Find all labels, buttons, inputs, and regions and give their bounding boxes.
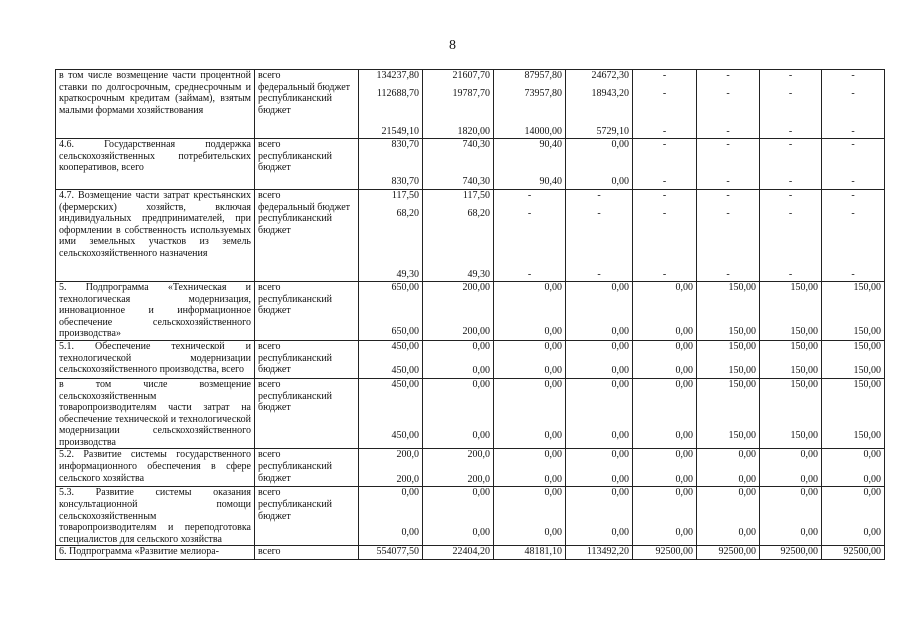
- amount-value: -: [662, 207, 667, 219]
- amount-cell: [423, 487, 494, 546]
- amount-value: -: [597, 207, 601, 219]
- amount-value: 0,00: [863, 487, 881, 499]
- amount-cell: [566, 138, 633, 189]
- table-row: [56, 546, 885, 560]
- amount-value: 0,00: [800, 526, 818, 538]
- amount-cell: [633, 449, 697, 487]
- amount-cell: [822, 281, 885, 340]
- amount-cell: [697, 449, 760, 487]
- funding-source: всего: [258, 281, 281, 293]
- funding-source: всего: [258, 487, 281, 499]
- amount-value: 740,30: [462, 176, 490, 188]
- table-row: [56, 281, 885, 340]
- funding-source-cell: [255, 487, 359, 546]
- funding-source: республиканский бюджет: [258, 352, 333, 376]
- amount-value: -: [851, 70, 855, 81]
- amount-value: -: [788, 189, 793, 201]
- amount-value: -: [788, 70, 793, 81]
- amount-value: -: [851, 126, 855, 138]
- table-row: [56, 340, 885, 378]
- amount-value: 1820,00: [457, 126, 490, 138]
- amount-cell: [423, 340, 494, 378]
- amount-value: 0,00: [472, 487, 490, 499]
- amount-cell: [494, 281, 566, 340]
- amount-value: 0,00: [611, 281, 629, 293]
- amount-value: 0,00: [472, 526, 490, 538]
- amount-value: 0,00: [401, 487, 419, 499]
- amount-value: 150,00: [790, 281, 818, 293]
- amount-value: 24672,30: [591, 70, 629, 81]
- amount-value: 450,00: [391, 430, 419, 442]
- amount-value: 150,00: [728, 326, 756, 338]
- amount-value: 0,00: [675, 449, 693, 461]
- amount-cell: [633, 189, 697, 281]
- table-row: [56, 70, 885, 139]
- amount-value: -: [662, 87, 667, 99]
- table-row: [56, 487, 885, 546]
- table-row: [56, 138, 885, 189]
- amount-value: 200,0: [467, 473, 490, 485]
- amount-cell: [566, 340, 633, 378]
- amount-value: 0,00: [611, 473, 629, 485]
- amount-value: -: [851, 207, 855, 219]
- amount-value: 554077,50: [376, 546, 419, 558]
- amount-value: 92500,00: [718, 546, 756, 558]
- funding-source-cell: [255, 340, 359, 378]
- amount-value: 92500,00: [780, 546, 818, 558]
- amount-value: 0,00: [738, 449, 756, 461]
- amount-cell: [760, 281, 822, 340]
- amount-value: 450,00: [391, 378, 419, 390]
- amount-value: 200,0: [396, 473, 419, 485]
- amount-value: 150,00: [790, 378, 818, 390]
- funding-source: всего: [258, 546, 281, 558]
- amount-cell: [566, 70, 633, 139]
- amount-value: 0,00: [472, 430, 490, 442]
- row-description: 6. Подпрограмма «Развитие мелиора-: [56, 546, 255, 560]
- amount-value: 0,00: [800, 487, 818, 499]
- amount-cell: [697, 189, 760, 281]
- amount-value: 48181,10: [524, 546, 562, 558]
- amount-cell: [697, 138, 760, 189]
- amount-value: -: [527, 269, 532, 281]
- amount-value: 0,00: [611, 365, 629, 377]
- amount-value: -: [726, 176, 730, 188]
- amount-value: 0,00: [544, 340, 562, 352]
- amount-value: 0,00: [611, 378, 629, 390]
- amount-value: 68,20: [396, 207, 419, 219]
- amount-value: 18943,20: [591, 87, 629, 99]
- amount-value: 740,30: [462, 138, 490, 150]
- row-description: в том числе возмещение части процентной ставки по долгосрочным, среднесрочным и краткосрочным кредитам (займам), взятым малыми формами хозяйствования: [56, 70, 255, 139]
- amount-value: 150,00: [728, 378, 756, 390]
- amount-cell: [423, 189, 494, 281]
- amount-value: 0,00: [611, 526, 629, 538]
- funding-source: республиканский бюджет: [258, 499, 333, 522]
- amount-value: 450,00: [391, 365, 419, 377]
- amount-value: 830,70: [391, 138, 419, 150]
- row-description: 4.7. Возмещение части затрат крестьянских (фермерских) хозяйств, включая индивидуальных предпринимателей, при оформлении в собственность используемых ими земельных участков из земель сельскохозяйственного назначения: [56, 189, 255, 281]
- amount-cell: [359, 378, 423, 449]
- amount-value: 92500,00: [843, 546, 881, 558]
- funding-source: республиканский бюджет: [258, 390, 333, 414]
- amount-value: 0,00: [611, 430, 629, 442]
- amount-cell: [633, 487, 697, 546]
- amount-cell: [822, 378, 885, 449]
- amount-value: 0,00: [544, 365, 562, 377]
- amount-value: 73957,80: [524, 87, 562, 99]
- amount-cell: [697, 281, 760, 340]
- amount-value: 117,50: [391, 189, 419, 201]
- row-description: 5.3. Развитие системы оказания консультационной помощи сельскохозяйственным товаропроизводителям и переподготовка специалистов для сельского хозяйства: [56, 487, 255, 546]
- table-row: [56, 449, 885, 487]
- amount-cell: [359, 189, 423, 281]
- amount-cell: [760, 546, 822, 560]
- row-description: 4.6. Государственная поддержка сельскохозяйственных потребительских кооперативов, всего: [56, 138, 255, 189]
- amount-cell: [494, 487, 566, 546]
- amount-value: -: [726, 126, 730, 138]
- amount-value: 14000,00: [524, 126, 562, 138]
- amount-value: 49,30: [396, 269, 419, 281]
- funding-source: республиканский бюджет: [258, 461, 333, 484]
- amount-value: 0,00: [863, 526, 881, 538]
- amount-cell: [359, 340, 423, 378]
- amount-value: 0,00: [863, 449, 881, 461]
- amount-value: -: [726, 138, 730, 150]
- amount-cell: [760, 449, 822, 487]
- amount-cell: [566, 281, 633, 340]
- amount-value: -: [851, 189, 855, 201]
- amount-value: 0,00: [675, 378, 693, 390]
- amount-cell: [822, 138, 885, 189]
- amount-cell: [822, 340, 885, 378]
- amount-value: -: [851, 87, 855, 99]
- funding-source-cell: [255, 281, 359, 340]
- amount-value: 90,40: [539, 176, 562, 188]
- amount-value: 0,00: [675, 340, 693, 352]
- amount-cell: [760, 378, 822, 449]
- amount-value: -: [788, 126, 793, 138]
- amount-cell: [494, 189, 566, 281]
- amount-value: 0,00: [675, 430, 693, 442]
- amount-value: 0,00: [472, 365, 490, 377]
- amount-value: 200,0: [396, 449, 419, 461]
- funding-source-cell: [255, 449, 359, 487]
- amount-cell: [822, 189, 885, 281]
- amount-cell: [633, 281, 697, 340]
- amount-value: 0,00: [401, 526, 419, 538]
- amount-value: 150,00: [728, 430, 756, 442]
- amount-value: 0,00: [675, 281, 693, 293]
- amount-value: -: [788, 269, 793, 281]
- amount-cell: [697, 378, 760, 449]
- amount-cell: [494, 70, 566, 139]
- amount-value: -: [527, 207, 532, 219]
- amount-cell: [359, 449, 423, 487]
- amount-value: 0,00: [675, 526, 693, 538]
- amount-value: 150,00: [790, 340, 818, 352]
- amount-cell: [822, 70, 885, 139]
- amount-value: -: [597, 269, 601, 281]
- funding-source: всего: [258, 138, 281, 150]
- amount-cell: [494, 449, 566, 487]
- amount-value: -: [726, 189, 730, 201]
- funding-source-cell: [255, 546, 359, 560]
- amount-value: 150,00: [728, 281, 756, 293]
- row-description: 5.2. Развитие системы государственного информационного обеспечения в сфере сельского хозяйства: [56, 449, 255, 487]
- amount-value: 150,00: [853, 430, 881, 442]
- amount-value: 22404,20: [452, 546, 490, 558]
- amount-cell: [423, 70, 494, 139]
- amount-value: 0,00: [675, 365, 693, 377]
- amount-value: 150,00: [728, 340, 756, 352]
- amount-cell: [359, 281, 423, 340]
- amount-value: 0,00: [611, 487, 629, 499]
- amount-cell: [760, 487, 822, 546]
- amount-value: 0,00: [738, 473, 756, 485]
- amount-cell: [697, 340, 760, 378]
- row-description: 5. Подпрограмма «Техническая и технологическая модернизация, инновационное и информационное обеспечение сельскохозяйственного производства»: [56, 281, 255, 340]
- amount-value: -: [851, 269, 855, 281]
- amount-value: 21549,10: [381, 126, 419, 138]
- amount-value: 0,00: [544, 430, 562, 442]
- amount-cell: [423, 138, 494, 189]
- amount-value: 117,50: [462, 189, 490, 201]
- amount-value: 650,00: [391, 281, 419, 293]
- amount-value: 0,00: [544, 487, 562, 499]
- amount-value: 0,00: [472, 378, 490, 390]
- amount-value: 0,00: [675, 487, 693, 499]
- amount-value: 0,00: [800, 473, 818, 485]
- amount-value: 0,00: [544, 449, 562, 461]
- funding-source-cell: [255, 70, 359, 139]
- amount-value: 200,00: [462, 281, 490, 293]
- funding-source: всего: [258, 449, 281, 461]
- amount-value: -: [662, 138, 667, 150]
- amount-value: 0,00: [611, 326, 629, 338]
- amount-cell: [566, 487, 633, 546]
- amount-cell: [494, 546, 566, 560]
- amount-cell: [359, 546, 423, 560]
- amount-value: 150,00: [853, 340, 881, 352]
- funding-source: всего: [258, 189, 281, 201]
- amount-cell: [566, 546, 633, 560]
- amount-cell: [633, 546, 697, 560]
- amount-cell: [423, 546, 494, 560]
- amount-value: -: [788, 87, 793, 99]
- amount-value: 830,70: [391, 176, 419, 188]
- amount-value: 92500,00: [655, 546, 693, 558]
- amount-cell: [494, 378, 566, 449]
- page-number: 8: [449, 38, 456, 53]
- amount-value: 0,00: [611, 449, 629, 461]
- table-row: [56, 189, 885, 281]
- amount-cell: [633, 138, 697, 189]
- funding-source: федеральный бюджет: [258, 81, 351, 93]
- amount-value: -: [788, 176, 793, 188]
- amount-cell: [359, 487, 423, 546]
- amount-value: 90,40: [539, 138, 562, 150]
- row-description: в том числе возмещение сельскохозяйственным товаропроизводителям части затрат на обеспечение технической и технологической модернизации сельскохозяйственного производства: [56, 378, 255, 449]
- amount-value: -: [726, 87, 730, 99]
- funding-source: республиканский бюджет: [258, 150, 333, 174]
- amount-value: 0,00: [738, 526, 756, 538]
- funding-source-cell: [255, 189, 359, 281]
- amount-value: 150,00: [853, 326, 881, 338]
- amount-value: 112688,70: [376, 87, 419, 99]
- amount-value: -: [662, 126, 667, 138]
- amount-value: 150,00: [853, 365, 881, 377]
- amount-value: 21607,70: [452, 70, 490, 81]
- funding-source: республиканский бюджет: [258, 213, 333, 236]
- amount-value: -: [662, 189, 667, 201]
- amount-value: -: [851, 176, 855, 188]
- amount-value: 150,00: [790, 326, 818, 338]
- amount-value: -: [597, 189, 601, 201]
- amount-cell: [760, 138, 822, 189]
- amount-value: -: [726, 269, 730, 281]
- budget-table: [55, 69, 885, 560]
- amount-value: 650,00: [391, 326, 419, 338]
- amount-value: 0,00: [863, 473, 881, 485]
- amount-value: 0,00: [544, 378, 562, 390]
- amount-cell: [423, 449, 494, 487]
- amount-value: 200,00: [462, 326, 490, 338]
- funding-source: всего: [258, 378, 281, 390]
- funding-source: всего: [258, 70, 281, 81]
- amount-value: 5729,10: [596, 126, 629, 138]
- amount-cell: [359, 138, 423, 189]
- amount-value: 19787,70: [452, 87, 490, 99]
- amount-value: 49,30: [467, 269, 490, 281]
- amount-value: 150,00: [728, 365, 756, 377]
- amount-cell: [822, 487, 885, 546]
- amount-value: 0,00: [611, 340, 629, 352]
- amount-cell: [359, 70, 423, 139]
- amount-value: 200,0: [467, 449, 490, 461]
- funding-source: федеральный бюджет: [258, 201, 351, 213]
- amount-cell: [423, 281, 494, 340]
- amount-cell: [423, 378, 494, 449]
- amount-value: 0,00: [611, 138, 629, 150]
- amount-value: 150,00: [790, 365, 818, 377]
- amount-cell: [822, 449, 885, 487]
- amount-value: -: [788, 138, 793, 150]
- amount-cell: [566, 189, 633, 281]
- amount-value: 450,00: [391, 340, 419, 352]
- amount-value: 113492,20: [586, 546, 629, 558]
- amount-value: 134237,80: [376, 70, 419, 81]
- amount-value: 0,00: [544, 281, 562, 293]
- amount-value: 0,00: [675, 473, 693, 485]
- funding-source: республиканский бюджет: [258, 93, 333, 116]
- amount-value: -: [527, 189, 532, 201]
- amount-cell: [494, 138, 566, 189]
- amount-cell: [760, 340, 822, 378]
- amount-value: 0,00: [544, 326, 562, 338]
- amount-cell: [633, 70, 697, 139]
- funding-source: всего: [258, 340, 281, 352]
- amount-value: -: [851, 138, 855, 150]
- amount-value: 150,00: [853, 378, 881, 390]
- amount-value: 0,00: [544, 473, 562, 485]
- amount-value: 68,20: [467, 207, 490, 219]
- funding-source-cell: [255, 378, 359, 449]
- amount-value: 0,00: [544, 526, 562, 538]
- amount-value: 150,00: [790, 430, 818, 442]
- amount-value: -: [662, 269, 667, 281]
- amount-value: 0,00: [472, 340, 490, 352]
- amount-cell: [494, 340, 566, 378]
- amount-value: -: [788, 207, 793, 219]
- table-row: [56, 378, 885, 449]
- amount-cell: [566, 378, 633, 449]
- amount-value: 0,00: [675, 326, 693, 338]
- amount-value: -: [662, 70, 667, 81]
- amount-value: -: [662, 176, 667, 188]
- amount-cell: [697, 546, 760, 560]
- funding-source-cell: [255, 138, 359, 189]
- row-description: 5.1. Обеспечение технической и технологической модернизации сельскохозяйственного производства, всего: [56, 340, 255, 378]
- funding-source: республиканский бюджет: [258, 293, 333, 317]
- amount-cell: [697, 70, 760, 139]
- amount-value: 0,00: [738, 487, 756, 499]
- amount-cell: [566, 449, 633, 487]
- amount-value: 87957,80: [524, 70, 562, 81]
- amount-cell: [697, 487, 760, 546]
- amount-value: 0,00: [611, 176, 629, 188]
- amount-cell: [760, 189, 822, 281]
- amount-cell: [633, 340, 697, 378]
- amount-cell: [822, 546, 885, 560]
- amount-cell: [633, 378, 697, 449]
- amount-value: 0,00: [800, 449, 818, 461]
- amount-value: -: [726, 70, 730, 81]
- amount-value: -: [726, 207, 730, 219]
- amount-value: 150,00: [853, 281, 881, 293]
- amount-cell: [760, 70, 822, 139]
